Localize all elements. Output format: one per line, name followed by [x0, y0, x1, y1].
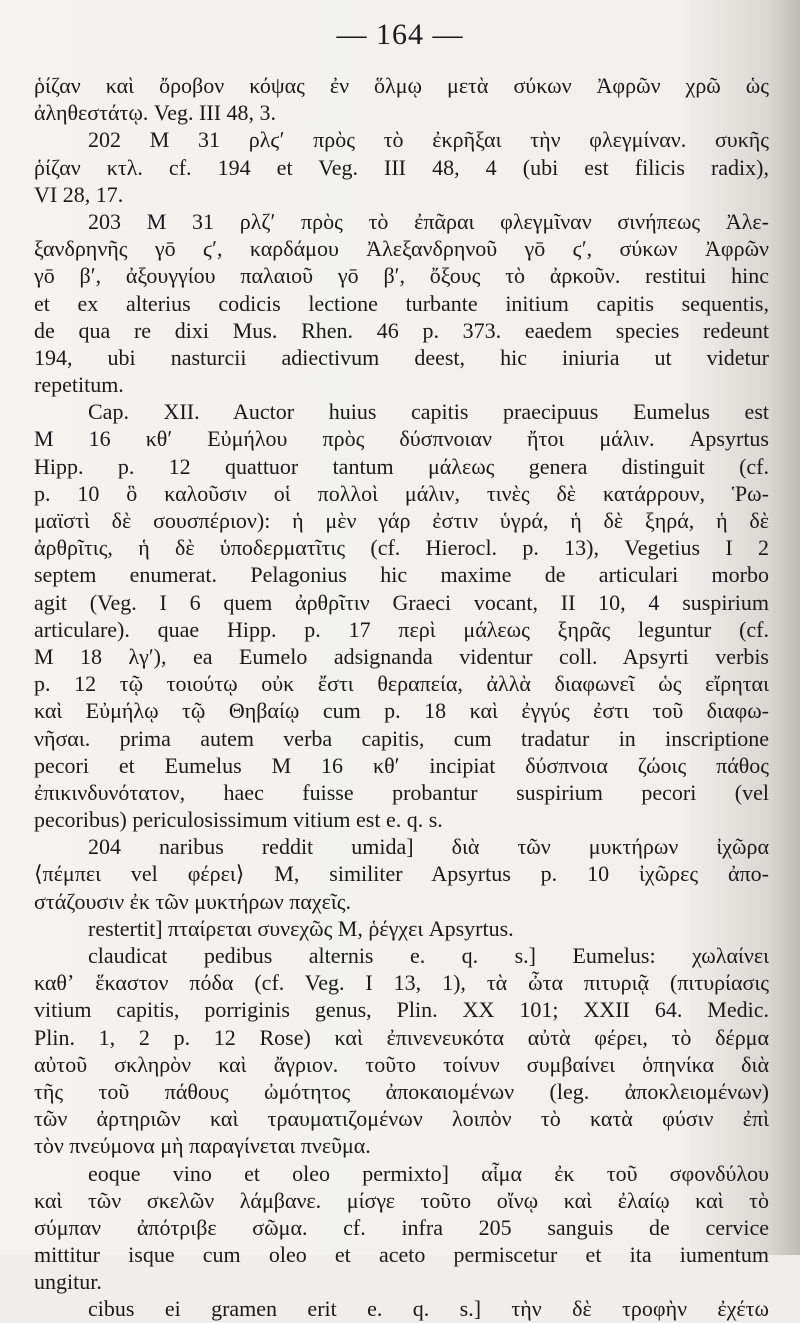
- text-line: καθʼ ἕκαστον πόδα (cf. Veg. I 13, 1), τὰ ὦτα πιτυριᾷ (πιτυρίασις: [34, 970, 769, 996]
- text-line: et ex alterius codicis lectione turbante initium capitis sequentis,: [34, 290, 769, 316]
- text-line: Hipp. p. 12 quattuor tantum μάλεως genera distinguit (cf.: [34, 453, 769, 479]
- text-line: p. 10 ὃ καλοῦσιν οἱ πολλοὶ μάλιν, τινὲς δὲ κατάρρουν, Ῥω-: [34, 480, 769, 506]
- text-line: M 16 κθʹ Εὐμήλου πρὸς δύσπνοιαν ἤτοι μάλιν. Apsyrtus: [34, 426, 769, 452]
- text-line: ἀληθεστάτῳ. Veg. III 48, 3.: [34, 100, 277, 126]
- text-line: τῆς τοῦ πάθους ὠμότητος ἀποκαιομένων (leg. ἀποκλειομένων): [34, 1078, 769, 1104]
- text-line: αὐτοῦ σκληρὸν καὶ ἄγριον. τοῦτο τοίνυν συμβαίνει ὁπηνίκα διὰ: [34, 1051, 769, 1077]
- text-line: vitium capitis, porriginis genus, Plin. XX 101; XXII 64. Medic.: [34, 997, 769, 1023]
- text-line: septem enumerat. Pelagonius hic maxime de articulari morbo: [34, 562, 769, 588]
- text-line: τῶν ἀρτηριῶν καὶ τραυματιζομένων λοιπὸν τὸ κατὰ φύσιν ἐπὶ: [34, 1106, 769, 1132]
- text-line: ungitur.: [34, 1269, 102, 1295]
- text-line: μαϊστὶ δὲ σουσπέριον): ἡ μὲν γάρ ἐστιν ὑγρά, ἡ δὲ ξηρά, ἡ δὲ: [34, 508, 769, 533]
- text-line: τὸν πνεύμονα μὴ παραγίνεται πνεῦμα.: [34, 1133, 371, 1159]
- text-line: M 18 λγʹ), ea Eumelo adsignanda videntur coll. Apsyrti verbis: [34, 643, 769, 669]
- text-line: pecoribus) periculosissimum vitium est e. q. s.: [34, 807, 443, 833]
- text-line: pecori et Eumelus M 16 κθʹ incipiat δύσπνοια ζώοις πάθος: [34, 752, 769, 778]
- text-line: restertit] πταίρεται συνεχῶς M, ῥέγχει Apsyrtus.: [88, 915, 514, 941]
- text-line: agit (Veg. I 6 quem ἀρθρῖτιν Graeci vocant, II 10, 4 suspirium: [34, 589, 769, 615]
- text-line: σύμπαν ἀπότριβε σῶμα. cf. infra 205 sanguis de cervice: [34, 1214, 769, 1240]
- text-line: ἐπικινδυνότατον, haec fuisse probantur suspirium pecori (vel: [34, 779, 769, 805]
- text-line: ῥίζαν καὶ ὄροβον κόψας ἐν ὅλμῳ μετὰ σύκων Ἀφρῶν χρῶ ὡς: [34, 73, 769, 98]
- page-number: — 164 —: [336, 18, 464, 51]
- text-line: καὶ Εὐμήλῳ τῷ Θηβαίῳ cum p. 18 καὶ ἐγγύς ἐστι τοῦ διαφω-: [34, 698, 769, 724]
- text-line: articulare). quae Hipp. p. 17 περὶ μάλεως ξηρᾶς leguntur (cf.: [34, 616, 769, 642]
- text-line: ξανδρηνῆς γō ϛʹ, καρδάμου Ἀλεξανδρηνοῦ γō ϛʹ, σύκων Ἀφρῶν: [34, 236, 769, 262]
- text-line: 194, ubi nasturcii adiectivum deest, hic iniuria ut videtur: [34, 344, 769, 370]
- text-line: ⟨πέμπει vel φέρει⟩ M, similiter Apsyrtus p. 10 ἰχῶρες ἀπο-: [34, 861, 769, 887]
- text-line: καὶ τῶν σκελῶν λάμβανε. μίσγε τοῦτο οἴνῳ καὶ ἐλαίῳ καὶ τὸ: [34, 1187, 769, 1213]
- text-line: 203 M 31 ρλζʹ πρὸς τὸ ἐπᾶραι φλεγμῖναν σινήπεως Ἀλε-: [88, 208, 769, 234]
- text-line: Cap. XII. Auctor huius capitis praecipuus Eumelus est: [88, 399, 769, 425]
- text-line: ῥίζαν κτλ. cf. 194 et Veg. III 48, 4 (ubi est filicis radix),: [34, 154, 769, 180]
- text-line: claudicat pedibus alternis e. q. s.] Eumelus: χωλαίνει: [88, 943, 769, 968]
- text-line: mittitur isque cum oleo et aceto permiscetur et ita iumentum: [34, 1242, 769, 1268]
- text-line: repetitum.: [34, 372, 124, 398]
- text-line: γō βʹ, ἀξουγγίου παλαιοῦ γō βʹ, ὄξους τὸ ἀρκοῦν. restitui hinc: [34, 263, 769, 289]
- text-body: [34, 72, 769, 1323]
- text-line: ἀρθρῖτις, ἡ δὲ ὑποδερματῖτις (cf. Hierocl. p. 13), Vegetius I 2: [34, 535, 769, 561]
- text-line: 202 M 31 ρλϛʹ πρὸς τὸ ἐκρῆξαι τὴν φλεγμίναν. συκῆς: [88, 127, 769, 153]
- text-line: 204 naribus reddit umida] διὰ τῶν μυκτήρων ἰχῶρα: [88, 834, 769, 860]
- text-line: νῆσαι. prima autem verba capitis, cum tradatur in inscriptione: [34, 725, 769, 751]
- text-line: eoque vino et oleo permixto] αἷμα ἐκ τοῦ σφονδύλου: [88, 1160, 769, 1186]
- text-line: cibus ei gramen erit e. q. s.] τὴν δὲ τροφὴν ἐχέτω: [88, 1296, 769, 1322]
- text-line: p. 12 τῷ τοιούτῳ οὐκ ἔστι θεραπεία, ἀλλὰ διαφωνεῖ ὡς εἴρηται: [34, 671, 769, 697]
- text-line: VI 28, 17.: [34, 181, 124, 207]
- text-line: στάζουσιν ἐκ τῶν μυκτήρων παχεῖς.: [34, 888, 352, 914]
- text-line: Plin. 1, 2 p. 12 Rose) καὶ ἐπινενευκότα αὐτὰ φέρει, τὸ δέρμα: [34, 1024, 769, 1050]
- text-line: de qua re dixi Mus. Rhen. 46 p. 373. eaedem species redeunt: [34, 317, 769, 343]
